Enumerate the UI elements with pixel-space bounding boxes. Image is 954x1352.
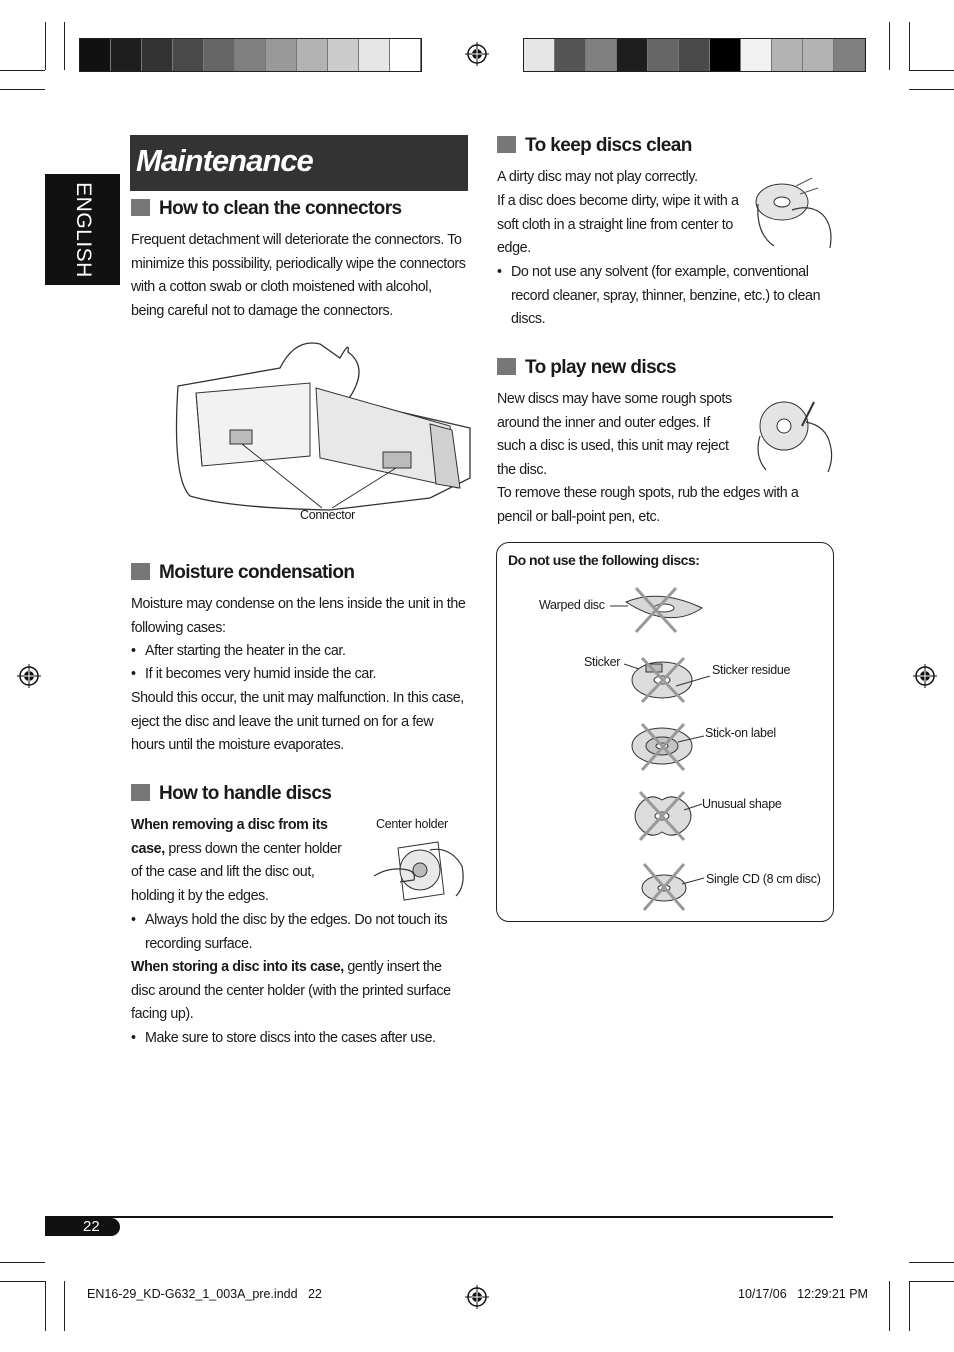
handle-bullet-2: • Make sure to store discs into the cases after use.: [131, 1027, 466, 1051]
square-icon: [131, 784, 150, 801]
registration-bar-right: [523, 38, 866, 72]
moisture-bullet-2: • If it becomes very humid inside the car.: [131, 663, 466, 687]
handle-removing: When removing a disc from its case, press down the center holder of the case and lift the disc out, holding it by the edges.: [131, 817, 342, 904]
moisture-bullet-1: • After starting the heater in the car.: [131, 640, 466, 664]
page-title-box: [130, 135, 468, 191]
moisture-intro: Moisture may condense on the lens inside the unit in the following cases:: [131, 596, 466, 636]
crop-mark: [909, 22, 910, 70]
new-discs-body2: To remove these rough spots, rub the edges with a pencil or ball-point pen, etc.: [497, 485, 799, 525]
color-swatch: [359, 39, 390, 71]
heading-clean-connectors: How to clean the connectors: [131, 198, 401, 220]
crop-mark: [0, 1281, 45, 1282]
color-swatch: [111, 39, 142, 71]
registration-target-icon: [465, 42, 489, 66]
pencil-disc-illustration: [750, 396, 836, 472]
heading-handle-discs: How to handle discs: [131, 783, 331, 805]
heading-keep-clean: To keep discs clean: [497, 135, 692, 157]
crop-mark: [909, 1281, 910, 1331]
crop-mark: [45, 22, 46, 70]
footer-file-name: EN16-29_KD-G632_1_003A_pre.indd 22: [87, 1287, 322, 1301]
do-not-use-heading: Do not use the following discs:: [508, 552, 700, 568]
center-holder-label: Center holder: [376, 817, 448, 831]
keep-clean-line1: A dirty disc may not play correctly.: [497, 169, 698, 185]
color-swatch: [586, 39, 617, 71]
color-swatch: [803, 39, 834, 71]
color-swatch: [555, 39, 586, 71]
connector-label: Connector: [300, 508, 355, 522]
crop-mark: [909, 1281, 954, 1282]
sticker-residue-label: Sticker residue: [712, 663, 791, 677]
registration-target-icon: [465, 1285, 489, 1309]
color-swatch: [266, 39, 297, 71]
color-swatch: [328, 39, 359, 71]
heading-new-discs: To play new discs: [497, 357, 676, 379]
crop-mark: [889, 1281, 890, 1331]
crop-mark: [909, 89, 954, 90]
sticker-disc-icon: [624, 654, 710, 704]
sticker-label: Sticker: [584, 655, 621, 669]
crop-mark: [45, 1281, 46, 1331]
handle-storing: When storing a disc into its case, gently insert the disc around the center holder (with the printed surface facing up).: [131, 959, 451, 1022]
color-swatch: [297, 39, 328, 71]
keep-clean-bullet: • Do not use any solvent (for example, conventional record cleaner, spray, thinner, benzine, etc.) to clean discs.: [497, 261, 832, 332]
color-swatch: [80, 39, 111, 71]
crop-mark: [909, 1262, 954, 1263]
color-swatch: [648, 39, 679, 71]
crop-mark: [64, 1281, 65, 1331]
crop-mark: [0, 89, 45, 90]
page-number-tab: [45, 1218, 120, 1236]
language-label: ENGLISH: [71, 181, 95, 278]
warped-disc-label: Warped disc: [539, 598, 605, 612]
square-icon: [131, 563, 150, 580]
connectors-body: Frequent detachment will deteriorate the connectors. To minimize this possibility, periodically wipe the connectors with a cotton swab or cloth moistened with alcohol, being careful not to damage the connectors.: [131, 232, 466, 319]
crop-mark: [889, 22, 890, 70]
crop-mark: [64, 22, 65, 70]
square-icon: [497, 136, 516, 153]
color-swatch: [142, 39, 173, 71]
moisture-outro: Should this occur, the unit may malfunction. In this case, eject the disc and leave the unit turned on for a few hours until the moisture evaporates.: [131, 690, 464, 753]
footer-date-time: 10/17/06 12:29:21 PM: [738, 1287, 868, 1301]
registration-bar-left: [79, 38, 422, 72]
color-swatch: [524, 39, 555, 71]
crop-mark: [0, 1262, 45, 1263]
square-icon: [131, 199, 150, 216]
language-tab: [45, 174, 120, 285]
color-swatch: [741, 39, 772, 71]
color-swatch: [772, 39, 803, 71]
crop-mark: [909, 70, 954, 71]
page-title: Maintenance: [136, 143, 313, 178]
new-discs-body1: New discs may have some rough spots around the inner and outer edges. If such a disc is used, this unit may reject the disc.: [497, 391, 732, 478]
square-icon: [497, 358, 516, 375]
color-swatch: [173, 39, 204, 71]
single-cd-icon: [636, 862, 706, 912]
footer-rule: [45, 1216, 833, 1218]
color-swatch: [235, 39, 266, 71]
handle-bullet-1: • Always hold the disc by the edges. Do not touch its recording surface.: [131, 909, 466, 956]
color-swatch: [710, 39, 741, 71]
registration-target-icon: [17, 664, 41, 688]
heading-moisture: Moisture condensation: [131, 562, 354, 584]
color-swatch: [204, 39, 235, 71]
disc-case-hand-illustration: [370, 836, 470, 906]
stick-on-disc-icon: [628, 720, 708, 772]
page-number: 22: [83, 1218, 100, 1235]
color-swatch: [617, 39, 648, 71]
wiping-disc-illustration: [752, 174, 836, 250]
faceplate-connector-illustration: [170, 338, 470, 513]
warped-disc-icon: [610, 584, 706, 636]
unusual-shape-label: Unusual shape: [702, 797, 782, 811]
keep-clean-line2: If a disc does become dirty, wipe it with a soft cloth in a straight line from center to edge.: [497, 193, 739, 256]
color-swatch: [834, 39, 865, 71]
registration-target-icon: [913, 664, 937, 688]
color-swatch: [390, 39, 421, 71]
single-cd-label: Single CD (8 cm disc): [706, 872, 821, 886]
unusual-shape-disc-icon: [630, 790, 706, 842]
crop-mark: [0, 70, 45, 71]
stick-on-label: Stick-on label: [705, 726, 776, 740]
color-swatch: [679, 39, 710, 71]
